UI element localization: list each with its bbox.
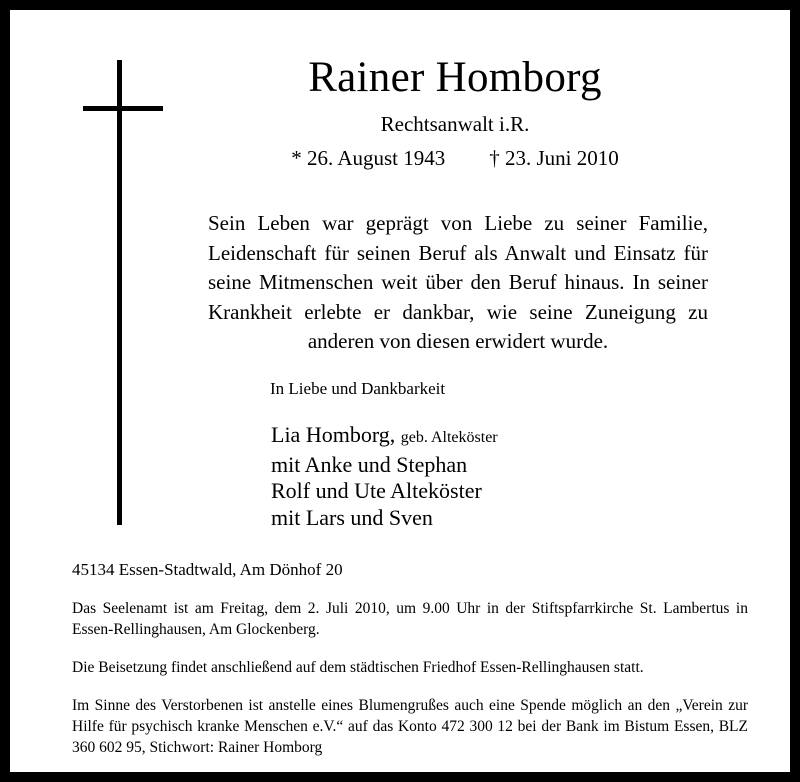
memorial-verse-text: Sein Leben war geprägt von Liebe zu seiner Familie, Leidenschaft für seinen Beruf als Anwalt und Einsatz für seine Mitmenschen weit über den Beruf hinaus. In seiner Krankheit erlebte er dankbar, wie seine Zuneigung zu anderen von diesen erwidert wurde. — [208, 211, 708, 353]
survivor-row: mit Anke und Stephan — [271, 451, 468, 477]
deceased-name: Rainer Homborg — [308, 54, 602, 101]
survivor-row: Rolf und Ute Alteköster — [271, 478, 482, 503]
notice-header — [190, 52, 720, 172]
birth-date: * 26. August 1943 — [291, 146, 446, 170]
family-address: 45134 Essen-Stadtwald, Am Dönhof 20 — [72, 560, 343, 579]
survivor-row: mit Lars und Sven — [271, 504, 433, 530]
latin-cross-icon — [83, 60, 163, 525]
memorial-service-info: Das Seelenamt ist am Freitag, dem 2. Juli 2010, um 9.00 Uhr in der Stiftspfarrkirche St. Lambertus in Essen-Rellinghausen, Am Glockenberg. — [72, 600, 748, 638]
notice-details — [72, 558, 748, 758]
deceased-profession: Rechtsanwalt i.R. — [380, 112, 530, 136]
life-dates — [190, 144, 720, 172]
death-date: † 23. Juni 2010 — [489, 146, 619, 170]
survivors-list — [271, 422, 498, 531]
memorial-verse — [208, 209, 708, 357]
cross-vertical-bar — [117, 60, 122, 525]
survivor-widow-maiden-name: geb. Alteköster — [400, 429, 498, 446]
dedication-line: In Liebe und Dankbarkeit — [270, 379, 446, 398]
donation-info: Im Sinne des Verstorbenen ist anstelle eines Blumengrußes auch eine Spende möglich an den „Verein zur Hilfe für psychisch kranke Menschen e.V.“ auf das Konto 472 300 12 bei der Bank im Bistum Essen, BLZ 360 602 95, Stichwort: Rainer Homborg — [72, 697, 748, 756]
burial-info: Die Beisetzung findet anschließend auf dem städtischen Friedhof Essen-Rellinghausen statt. — [72, 659, 644, 676]
cross-horizontal-bar — [83, 106, 163, 111]
survivor-widow — [271, 422, 498, 452]
survivor-widow-name: Lia Homborg, — [271, 422, 396, 447]
